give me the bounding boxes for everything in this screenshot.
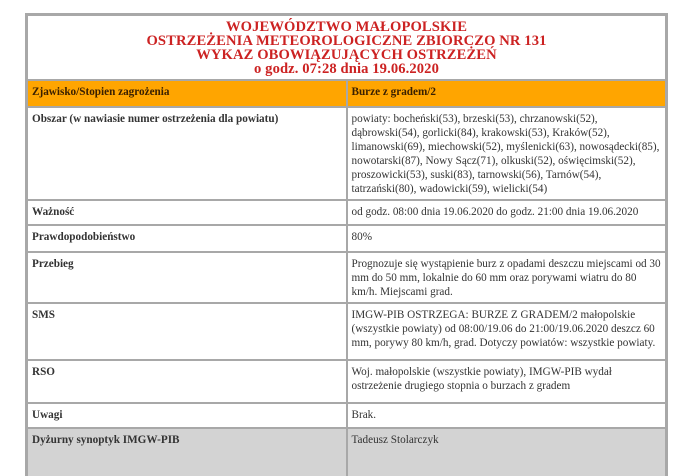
row-value: 80% bbox=[347, 225, 667, 252]
row-label: Dyżurny synoptyk IMGW-PIB bbox=[27, 428, 347, 476]
row-validity bbox=[27, 200, 666, 225]
row-label: Ważność bbox=[27, 200, 347, 225]
row-value: powiaty: bocheński(53), brzeski(53), chrzanowski(52), dąbrowski(54), gorlicki(84), krakowski(53), Kraków(52), limanowski(69), miechowski(52), myślenicki(63), nowosądecki(85), nowotarski(87), Nowy Sącz(71), olkuski(52), oświęcimski(52), proszowicki(53), suski(83), tarnowski(56), Tarnów(54), tatrzański(80), wadowicki(59), wielicki(54) bbox=[347, 107, 667, 200]
header-timestamp: o godz. 07:28 dnia 19.06.2020 bbox=[254, 61, 439, 77]
header-title: OSTRZEŻENIA METEOROLOGICZNE ZBIORCZO NR 131 bbox=[146, 33, 547, 49]
row-value: Burze z gradem/2 bbox=[347, 80, 667, 107]
header-region: WOJEWÓDZTWO MAŁOPOLSKIE bbox=[225, 19, 468, 35]
row-label: SMS bbox=[27, 303, 347, 360]
row-phenomenon bbox=[27, 80, 666, 107]
warning-table bbox=[25, 13, 668, 476]
row-label: Prawdopodobieństwo bbox=[27, 225, 347, 252]
row-forecaster bbox=[27, 428, 666, 476]
row-value: Prognozuje się wystąpienie burz z opadami deszczu miejscami od 30 mm do 50 mm, lokalnie do 60 mm oraz porywami wiatru do 80 km/h. Miejscami grad. bbox=[347, 252, 667, 303]
row-rso bbox=[27, 360, 666, 403]
row-value: Woj. małopolskie (wszystkie powiaty), IMGW-PIB wydał ostrzeżenie drugiego stopnia o burzach z gradem bbox=[347, 360, 667, 403]
row-label: RSO bbox=[27, 360, 347, 403]
row-label: Przebieg bbox=[27, 252, 347, 303]
row-label: Zjawisko/Stopien zagrożenia bbox=[27, 80, 347, 107]
warning-header bbox=[27, 15, 666, 80]
row-value: Tadeusz Stolarczyk bbox=[347, 428, 667, 476]
row-area bbox=[27, 107, 666, 200]
row-notes bbox=[27, 403, 666, 428]
header-subtitle: WYKAZ OBOWIĄZUJĄCYCH OSTRZEŻEŃ bbox=[196, 47, 497, 63]
row-value: IMGW-PIB OSTRZEGA: BURZE Z GRADEM/2 małopolskie (wszystkie powiaty) od 08:00/19.06 do 21:00/19.06.2020 deszcz 60 mm, porywy 80 km/h, grad. Dotyczy powiatów: wszystkie powiaty. bbox=[347, 303, 667, 360]
row-value: od godz. 08:00 dnia 19.06.2020 do godz. 21:00 dnia 19.06.2020 bbox=[347, 200, 667, 225]
row-value: Brak. bbox=[347, 403, 667, 428]
header-row bbox=[27, 15, 666, 80]
row-course bbox=[27, 252, 666, 303]
row-label: Uwagi bbox=[27, 403, 347, 428]
row-sms bbox=[27, 303, 666, 360]
row-probability bbox=[27, 225, 666, 252]
row-label: Obszar (w nawiasie numer ostrzeżenia dla powiatu) bbox=[27, 107, 347, 200]
